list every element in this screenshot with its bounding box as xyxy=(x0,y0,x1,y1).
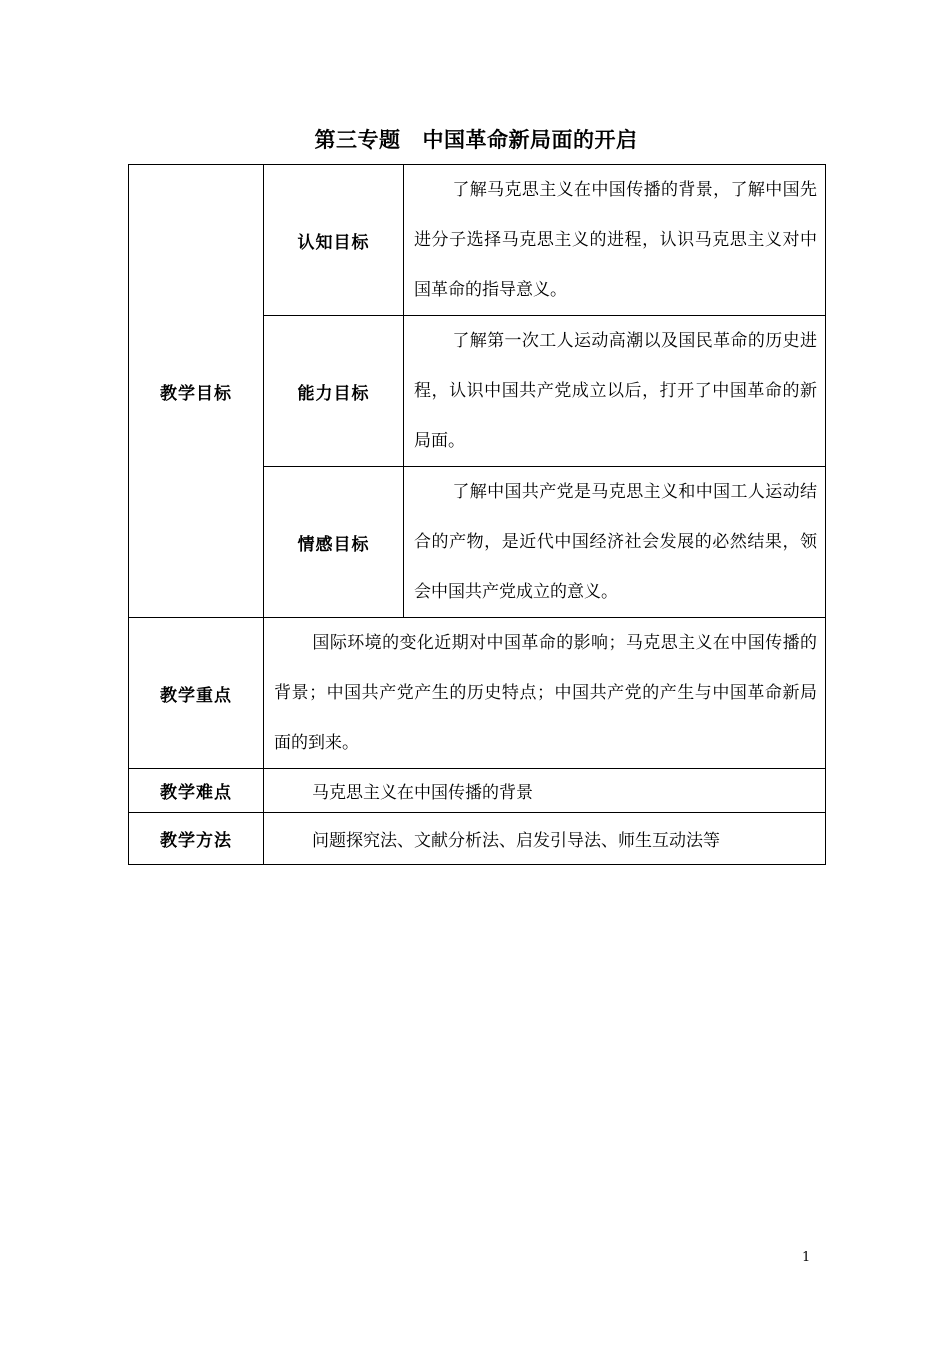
table-row xyxy=(129,618,826,769)
goal-label-emotion: 情感目标 xyxy=(264,467,404,618)
goals-label: 教学目标 xyxy=(129,165,264,618)
goal-text-ability xyxy=(404,316,826,467)
difficult-points-text: 马克思主义在中国传播的背景 xyxy=(264,769,826,813)
difficult-points-label: 教学难点 xyxy=(129,769,264,813)
goal-label-cognitive: 认知目标 xyxy=(264,165,404,316)
methods-text: 问题探究法、文献分析法、启发引导法、师生互动法等 xyxy=(264,813,826,865)
key-points-text xyxy=(264,618,826,769)
page-number: 1 xyxy=(802,1250,811,1265)
goal-text-ability-content: 了解第一次工人运动高潮以及国民革命的历史进程，认识中国共产党成立以后，打开了中国革命的新局面。 xyxy=(414,331,817,451)
key-points-content: 国际环境的变化近期对中国革命的影响；马克思主义在中国传播的背景；中国共产党产生的历史特点；中国共产党的产生与中国革命新局面的到来。 xyxy=(274,633,817,753)
key-points-label: 教学重点 xyxy=(129,618,264,769)
table-row xyxy=(129,769,826,813)
title-part2: 中国革命新局面的开启 xyxy=(422,128,638,152)
methods-label: 教学方法 xyxy=(129,813,264,865)
page-title xyxy=(0,124,952,154)
table-row xyxy=(129,165,826,316)
goal-text-emotion xyxy=(404,467,826,618)
title-part1: 第三专题 xyxy=(314,128,401,152)
goal-label-ability: 能力目标 xyxy=(264,316,404,467)
goal-text-cognitive xyxy=(404,165,826,316)
goal-text-emotion-content: 了解中国共产党是马克思主义和中国工人运动结合的产物，是近代中国经济社会发展的必然结果，领会中国共产党成立的意义。 xyxy=(414,482,817,602)
table-row xyxy=(129,813,826,865)
goal-text-cognitive-content: 了解马克思主义在中国传播的背景，了解中国先进分子选择马克思主义的进程，认识马克思主义对中国革命的指导意义。 xyxy=(414,180,817,300)
lesson-plan-table xyxy=(128,164,826,865)
